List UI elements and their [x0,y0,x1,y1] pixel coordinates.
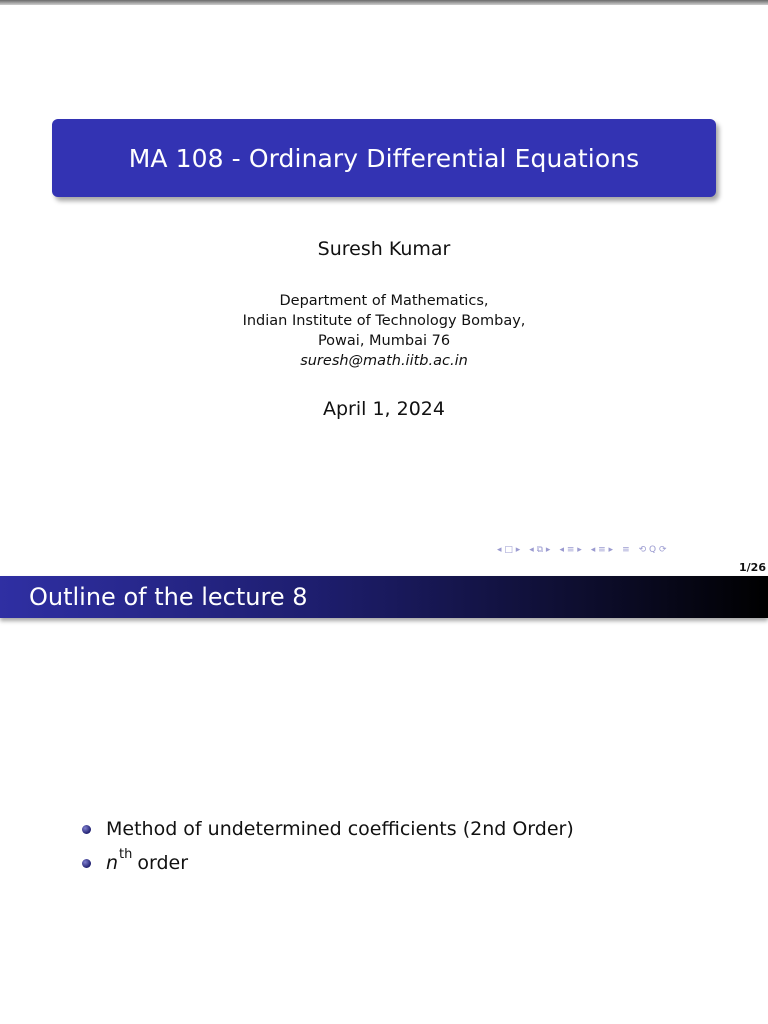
list-item [82,846,722,880]
frame-header [0,576,768,618]
presentation-title: MA 108 - Ordinary Differential Equations [128,143,640,173]
outline-bullet-list [82,812,722,880]
nav-search-icon[interactable]: ⟲ Q ⟳ [638,545,667,555]
institute-line-address: Powai, Mumbai 76 [317,333,451,349]
nav-subsection-list-icon[interactable]: ◂ ≡ ▸ [590,545,614,555]
bullet-icon [82,825,91,834]
bullet-icon [82,859,91,868]
author-email: suresh@math.iitb.ac.in [300,353,468,369]
institute-block [0,291,768,371]
institute-line-department: Department of Mathematics, [279,293,489,309]
nav-frame-icon[interactable]: ◂ □ ▸ [497,545,521,555]
frame-title: Outline of the lecture 8 [29,583,308,611]
list-item [82,812,722,846]
author-name: Suresh Kumar [317,238,451,260]
institute-line-name: Indian Institute of Technology Bombay, [242,313,526,329]
page-number: 1/26 [739,561,766,574]
bullet-text: Method of undetermined coefficients (2nd Order) [106,818,574,840]
title-box [52,119,716,197]
bullet-superscript: th [119,846,133,862]
bullet-variable: n [106,852,119,874]
nav-subsection-icon[interactable]: ◂ ⧉ ▸ [529,545,551,555]
top-edge-bar [0,0,768,5]
bullet-text: order [137,852,189,874]
beamer-navigation-bar [497,543,763,557]
nav-section-icon[interactable]: ◂ ≡ ▸ [559,545,582,555]
presentation-date: April 1, 2024 [323,398,445,420]
nav-document-icon[interactable]: ≡ [622,545,630,555]
